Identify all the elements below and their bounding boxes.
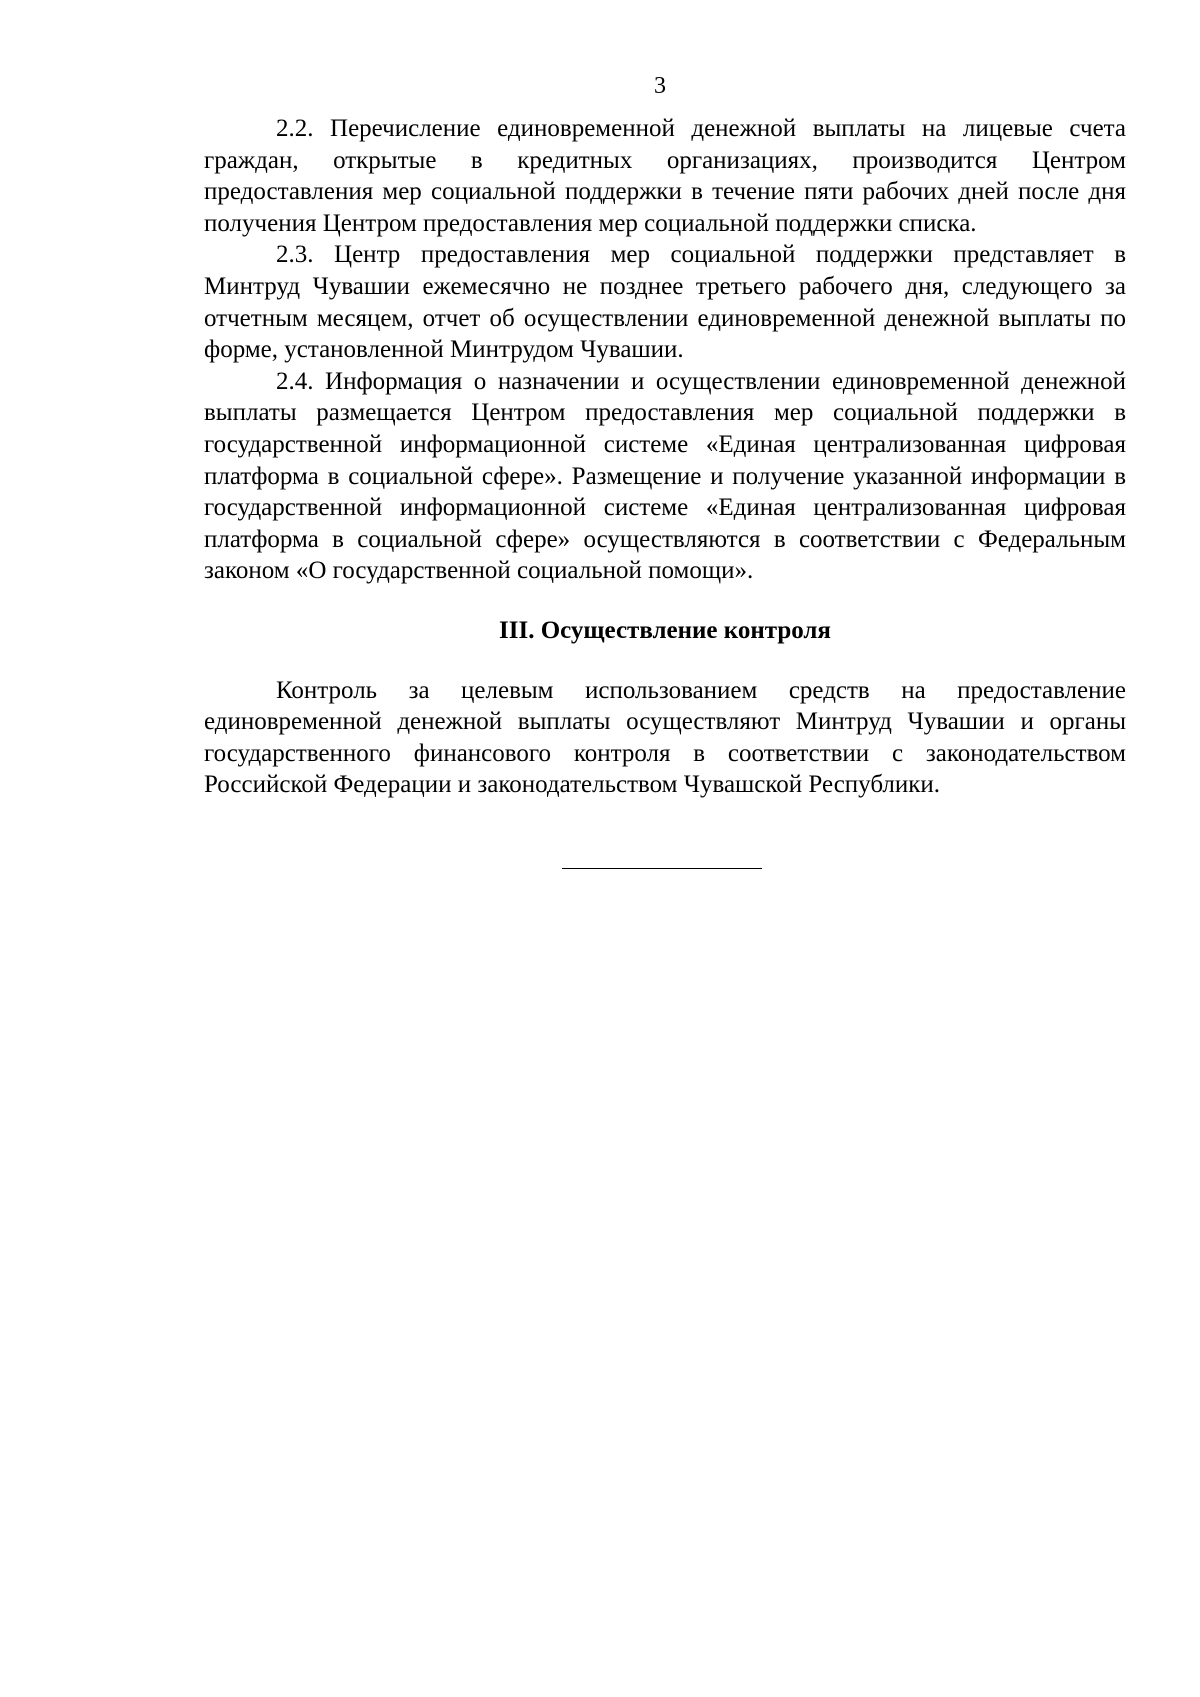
paragraph-2-4: 2.4. Информация о назначении и осуществлении единовременной денежной выплаты размещается Центром предоставления мер социальной поддержки в государственной информационной системе «Единая централизованная цифровая платформа в социальной сфере». Размещение и получение указанной информации в государственной информационной системе «Единая централизованная цифровая платформа в социальной сфере» осуществляются в соответствии с Федеральным законом «О государственной социальной помощи». [204,367,1126,585]
section-heading: III. Осуществление контроля [499,616,831,644]
section-3-paragraph: Контроль за целевым использованием средств на предоставление единовременной денежной выплаты осуществляют Минтруд Чувашии и органы государственного финансового контроля в соответствии с законодательством Российской Федерации и законодательством Чувашской Республики. [204,676,1126,799]
document-body [204,113,1126,801]
paragraph-2-3: 2.3. Центр предоставления мер социальной поддержки представляет в Минтруд Чувашии ежемесячно не позднее третьего рабочего дня, следующего за отчетным месяцем, отчет об осуществлении единовременной денежной выплаты по форме, установленной Минтрудом Чувашии. [204,241,1126,364]
page-number: 3 [654,73,666,99]
end-of-document-rule [562,868,762,869]
paragraph-2-2: 2.2. Перечисление единовременной денежной выплаты на лицевые счета граждан, открытые в кредитных организациях, производится Центром предоставления мер социальной поддержки в течение пяти рабочих дней после дня получения Центром предоставления мер социальной поддержки списка. [204,115,1126,237]
